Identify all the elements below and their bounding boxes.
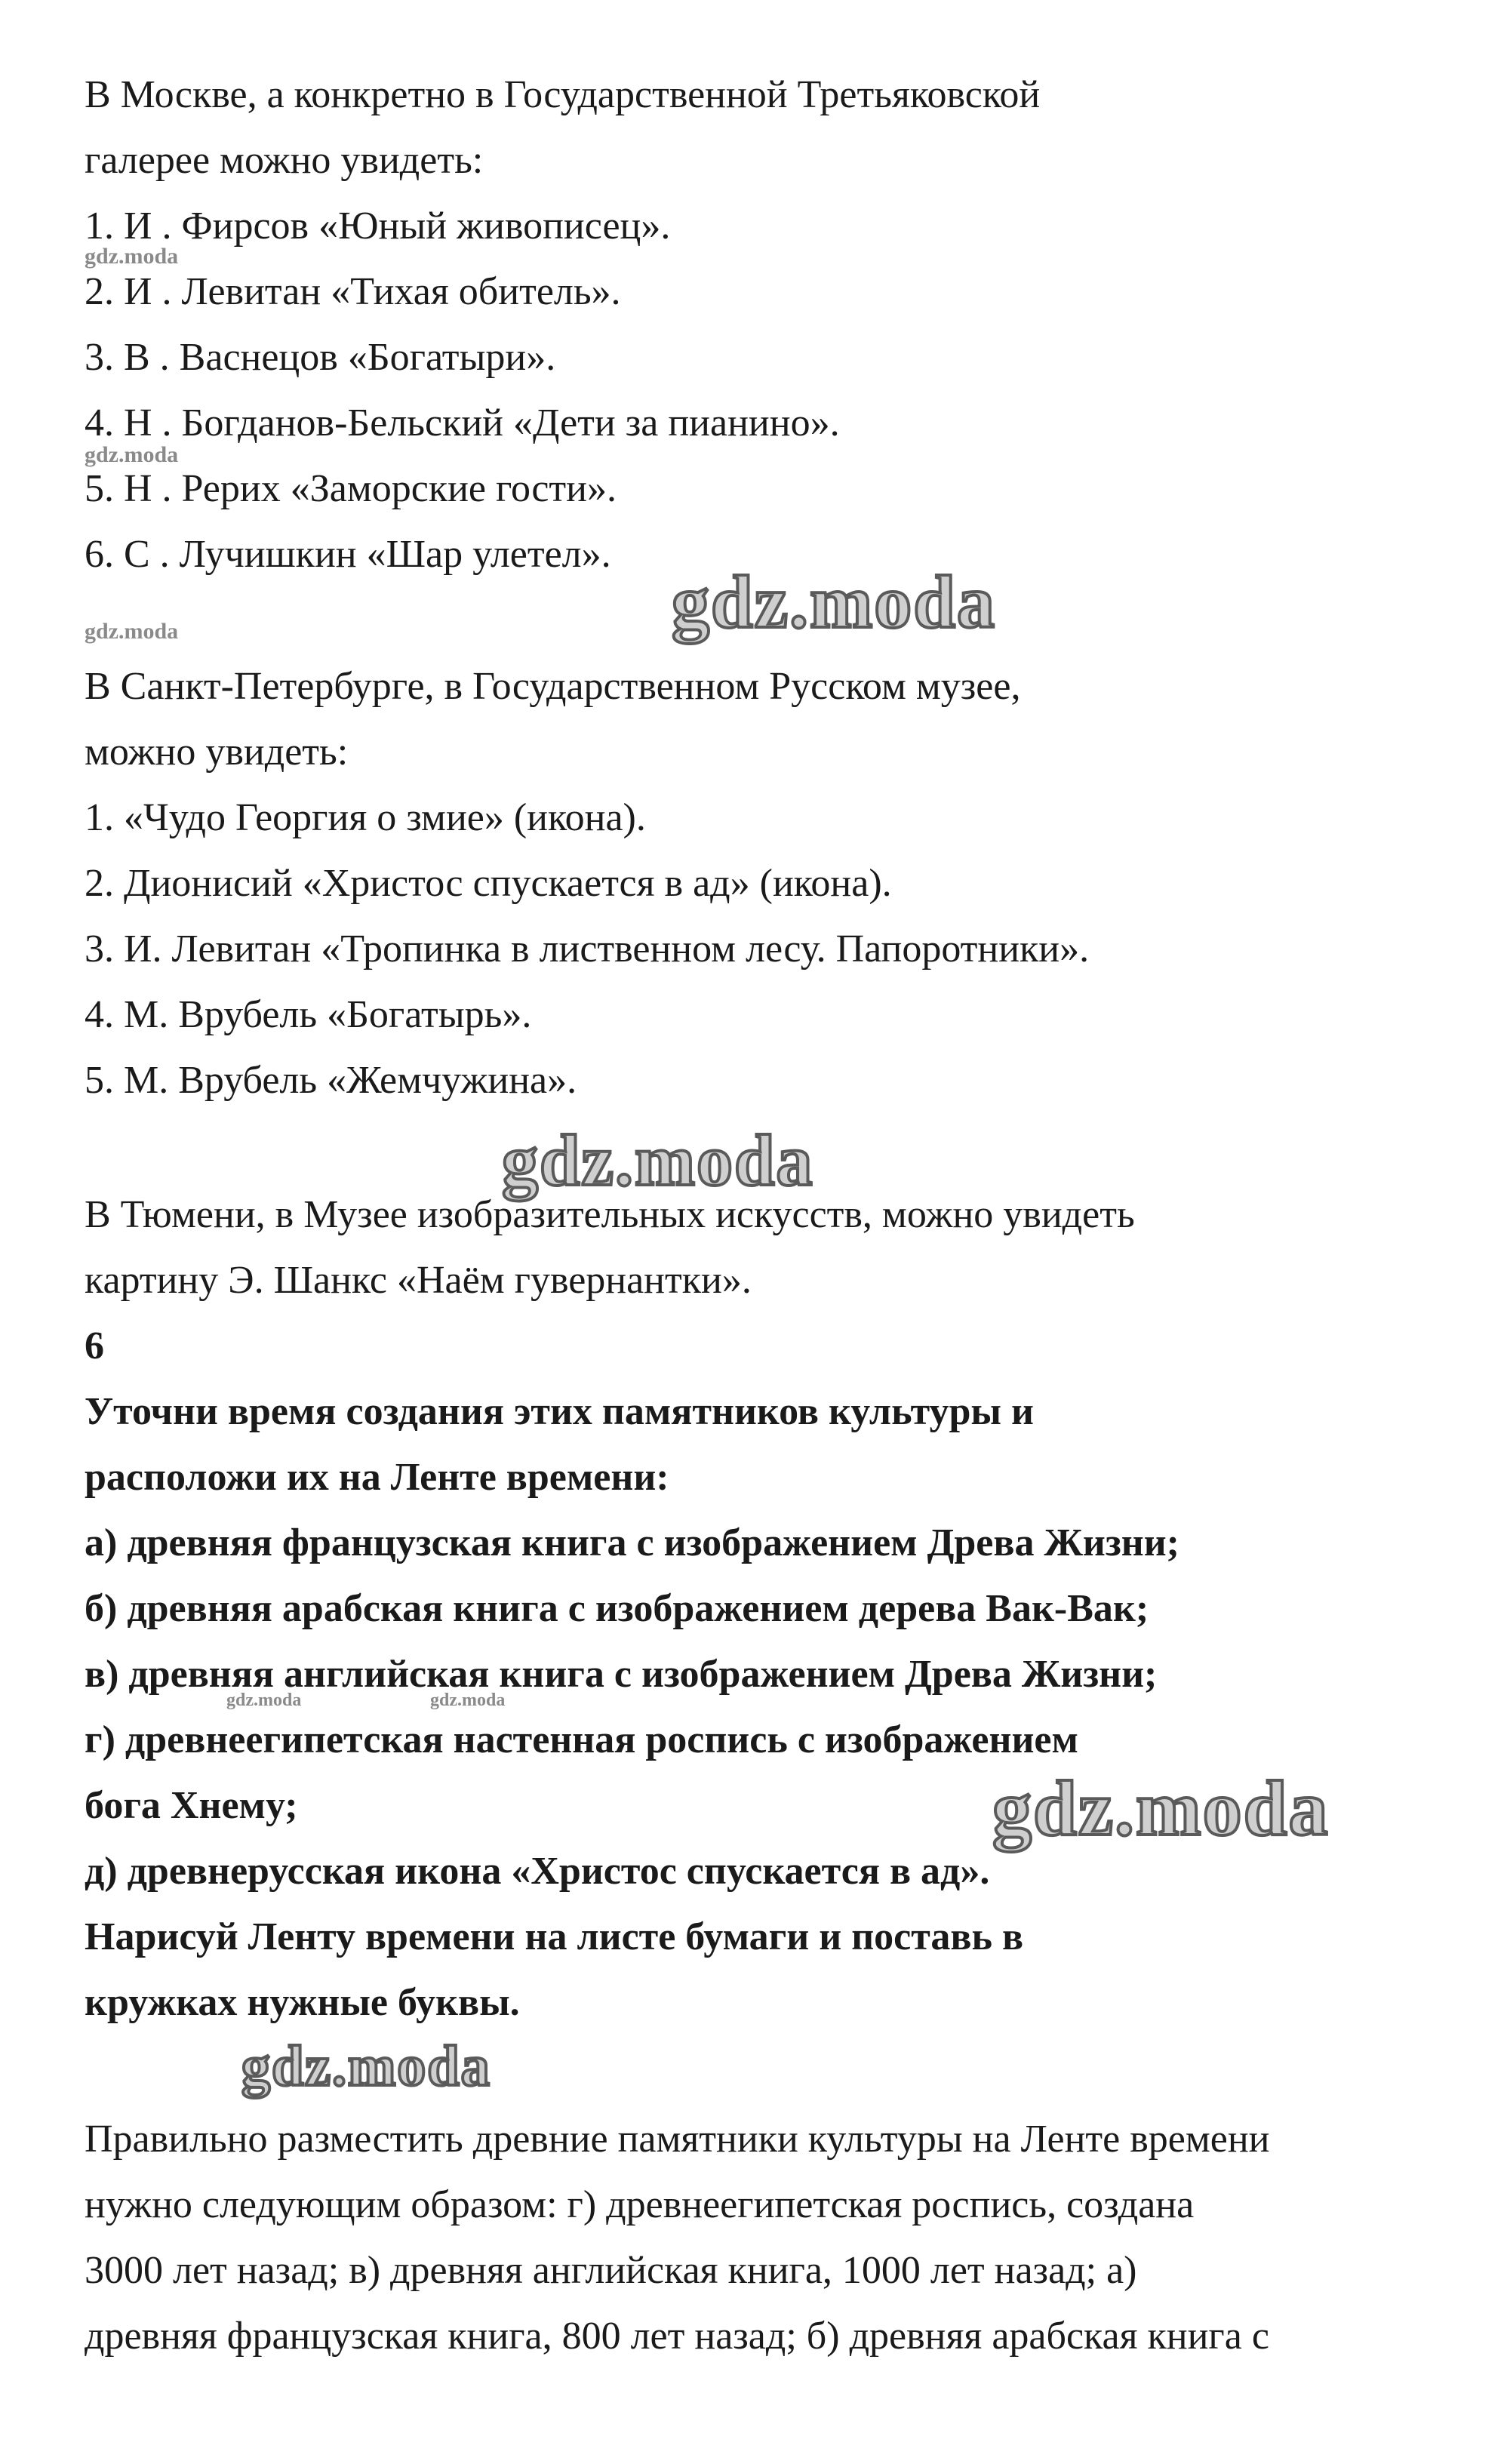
watermark-large: gdz.moda [502,1120,814,1201]
answer-line-4: древняя французская книга, 800 лет назад; б) древняя арабская книга с [85,2315,1269,2358]
task-line-9: Нарисуй Ленту времени на листе бумаги и поставь в [85,1915,1024,1958]
task-line-7: бога Хнему; [85,1784,298,1827]
moscow-item-4: 4. Н . Богданов-Бельский «Дети за пианино». [85,401,840,445]
task-line-6: г) древнеегипетская настенная роспись с изображением [85,1718,1078,1761]
task-line-2: расположи их на Ленте времени: [85,1456,669,1499]
spb-intro-line-2: можно увидеть: [85,731,349,774]
spb-item-3: 3. И. Левитан «Тропинка в лиственном лесу. Папоротники». [85,927,1090,971]
moscow-item-6: 6. С . Лучишкин «Шар улетел». [85,533,611,576]
watermark-small: gdz.moda [430,1690,506,1710]
watermark-small: gdz.moda [85,619,179,644]
moscow-item-5: 5. Н . Рерих «Заморские гости». [85,467,617,510]
watermark-large: gdz.moda [992,1765,1330,1852]
spb-intro-line-1: В Санкт-Петербурге, в Государственном Русском музее, [85,665,1021,708]
watermark-small: gdz.moda [85,442,179,467]
spb-item-2: 2. Дионисий «Христос спускается в ад» (икона). [85,862,892,905]
answer-line-2: нужно следующим образом: г) древнеегипетская роспись, создана [85,2183,1195,2226]
tyumen-line-2: картину Э. Шанкс «Наём гувернантки». [85,1259,752,1302]
spb-item-4: 4. М. Врубель «Богатырь». [85,993,532,1036]
task-line-4: б) древняя арабская книга с изображением дерева Вак-Вак; [85,1587,1149,1630]
watermark-large: gdz.moda [672,560,996,644]
task-line-5: в) древняя английская книга с изображением Древа Жизни; [85,1653,1158,1696]
answer-line-3: 3000 лет назад; в) древняя английская книга, 1000 лет назад; а) [85,2249,1137,2292]
spb-item-5: 5. М. Врубель «Жемчужина». [85,1059,577,1102]
task-line-3: а) древняя французская книга с изображением Древа Жизни; [85,1521,1179,1564]
task-line-8: д) древнерусская икона «Христос спускается в ад». [85,1850,990,1893]
spb-item-1: 1. «Чудо Георгия о змие» (икона). [85,796,646,839]
moscow-intro-line-2: галерее можно увидеть: [85,139,484,182]
answer-line-1: Правильно разместить древние памятники культуры на Ленте времени [85,2118,1270,2161]
moscow-intro-line-1: В Москве, а конкретно в Государственной Третьяковской [85,73,1041,116]
tyumen-line-1: В Тюмени, в Музее изобразительных искусств, можно увидеть [85,1193,1135,1236]
task-line-10: кружках нужные буквы. [85,1981,520,2024]
moscow-item-3: 3. В . Васнецов «Богатыри». [85,336,556,379]
watermark-large: gdz.moda [241,2035,491,2098]
moscow-item-1: 1. И . Фирсов «Юный живописец». [85,205,671,248]
moscow-item-2: 2. И . Левитан «Тихая обитель». [85,270,621,313]
watermark-small: gdz.moda [85,244,179,269]
task-number: 6 [85,1324,104,1367]
task-line-1: Уточни время создания этих памятников культуры и [85,1390,1034,1433]
watermark-small: gdz.moda [226,1690,302,1710]
